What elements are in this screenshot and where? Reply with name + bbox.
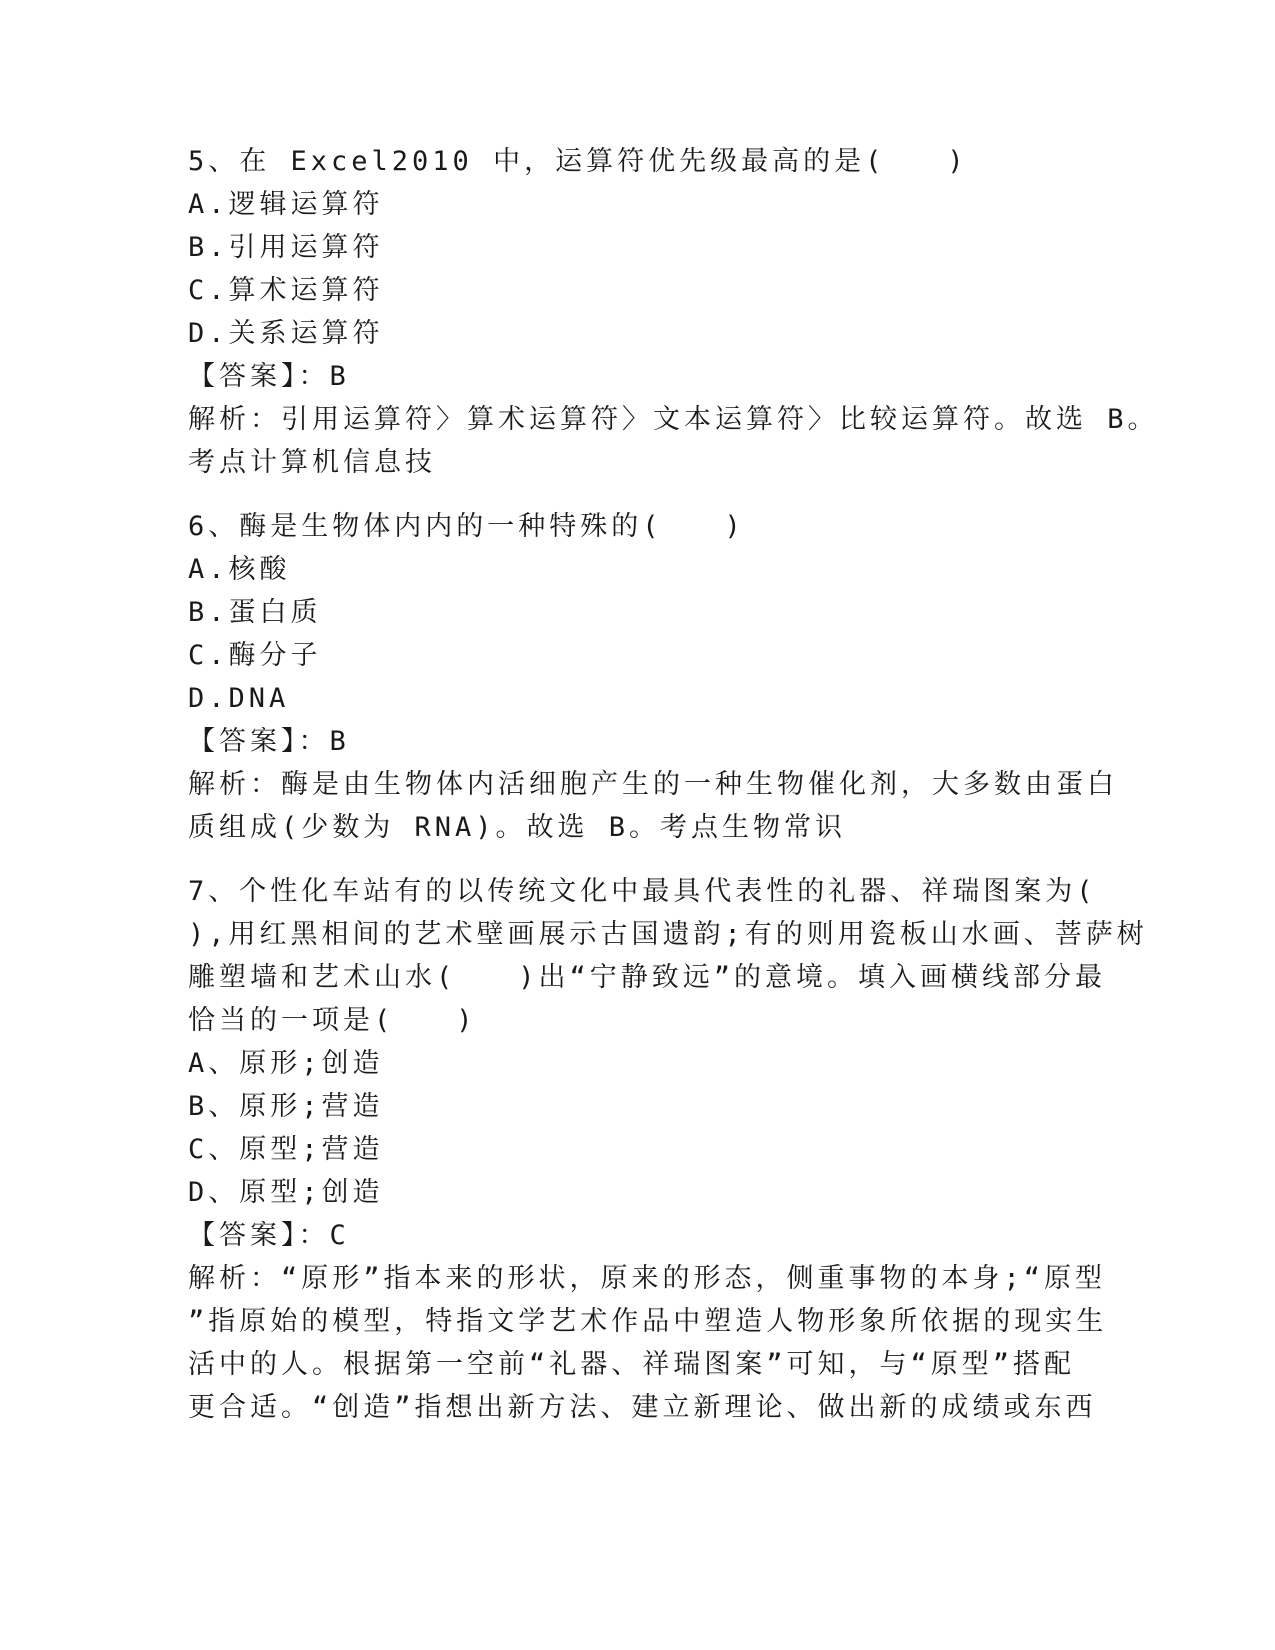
spacer [188,484,1088,505]
question-5 [188,140,1159,484]
option-d: D.DNA [188,683,290,714]
option-b: B.引用运算符 [188,232,384,263]
option-b: B、原形;营造 [188,1091,384,1122]
analysis-line: 解析：酶是由生物体内活细胞产生的一种生物催化剂，大多数由蛋白 [188,769,1118,800]
spacer [188,849,1088,870]
question-stem: ),用红黑相间的艺术壁画展示古国遗韵;有的则用瓷板山水画、菩萨树 [188,919,1148,950]
option-d: D.关系运算符 [188,318,384,349]
answer: 【答案】：C [188,1220,350,1251]
option-c: C、原型;营造 [188,1134,384,1165]
option-d: D、原型;创造 [188,1177,384,1208]
option-c: C.算术运算符 [188,275,384,306]
option-a: A、原形;创造 [188,1048,384,1079]
question-6 [188,505,1118,849]
analysis-line: 更合适。“创造”指想出新方法、建立新理论、做出新的成绩或东西 [188,1392,1097,1423]
document-page [188,140,1159,1429]
analysis-line: 考点计算机信息技 [188,447,436,478]
question-stem: 恰当的一项是( ) [188,1005,477,1036]
answer: 【答案】：B [188,361,350,392]
question-stem: 7、个性化车站有的以传统文化中最具代表性的礼器、祥瑞图案为( [188,876,1097,907]
option-a: A.逻辑运算符 [188,189,384,220]
question-stem: 6、酶是生物体内内的一种特殊的( ) [188,511,745,542]
analysis-line: 解析：“原形”指本来的形状，原来的形态，侧重事物的本身;“原型 [188,1263,1107,1294]
analysis-line: ”指原始的模型，特指文学艺术作品中塑造人物形象所依据的现实生 [188,1306,1108,1337]
analysis-line: 解析：引用运算符〉算术运算符〉文本运算符〉比较运算符。故选 B。 [188,404,1159,435]
question-7 [188,870,1148,1429]
option-a: A.核酸 [188,554,291,585]
option-b: B.蛋白质 [188,597,322,628]
question-stem: 雕塑墙和艺术山水( )出“宁静致远”的意境。填入画横线部分最 [188,962,1107,993]
analysis-line: 质组成(少数为 RNA)。故选 B。考点生物常识 [188,812,847,843]
answer: 【答案】：B [188,726,350,757]
analysis-line: 活中的人。根据第一空前“礼器、祥瑞图案”可知，与“原型”搭配 [188,1349,1076,1380]
option-c: C.酶分子 [188,640,322,671]
question-stem: 5、在 Excel2010 中，运算符优先级最高的是( ) [188,146,968,177]
